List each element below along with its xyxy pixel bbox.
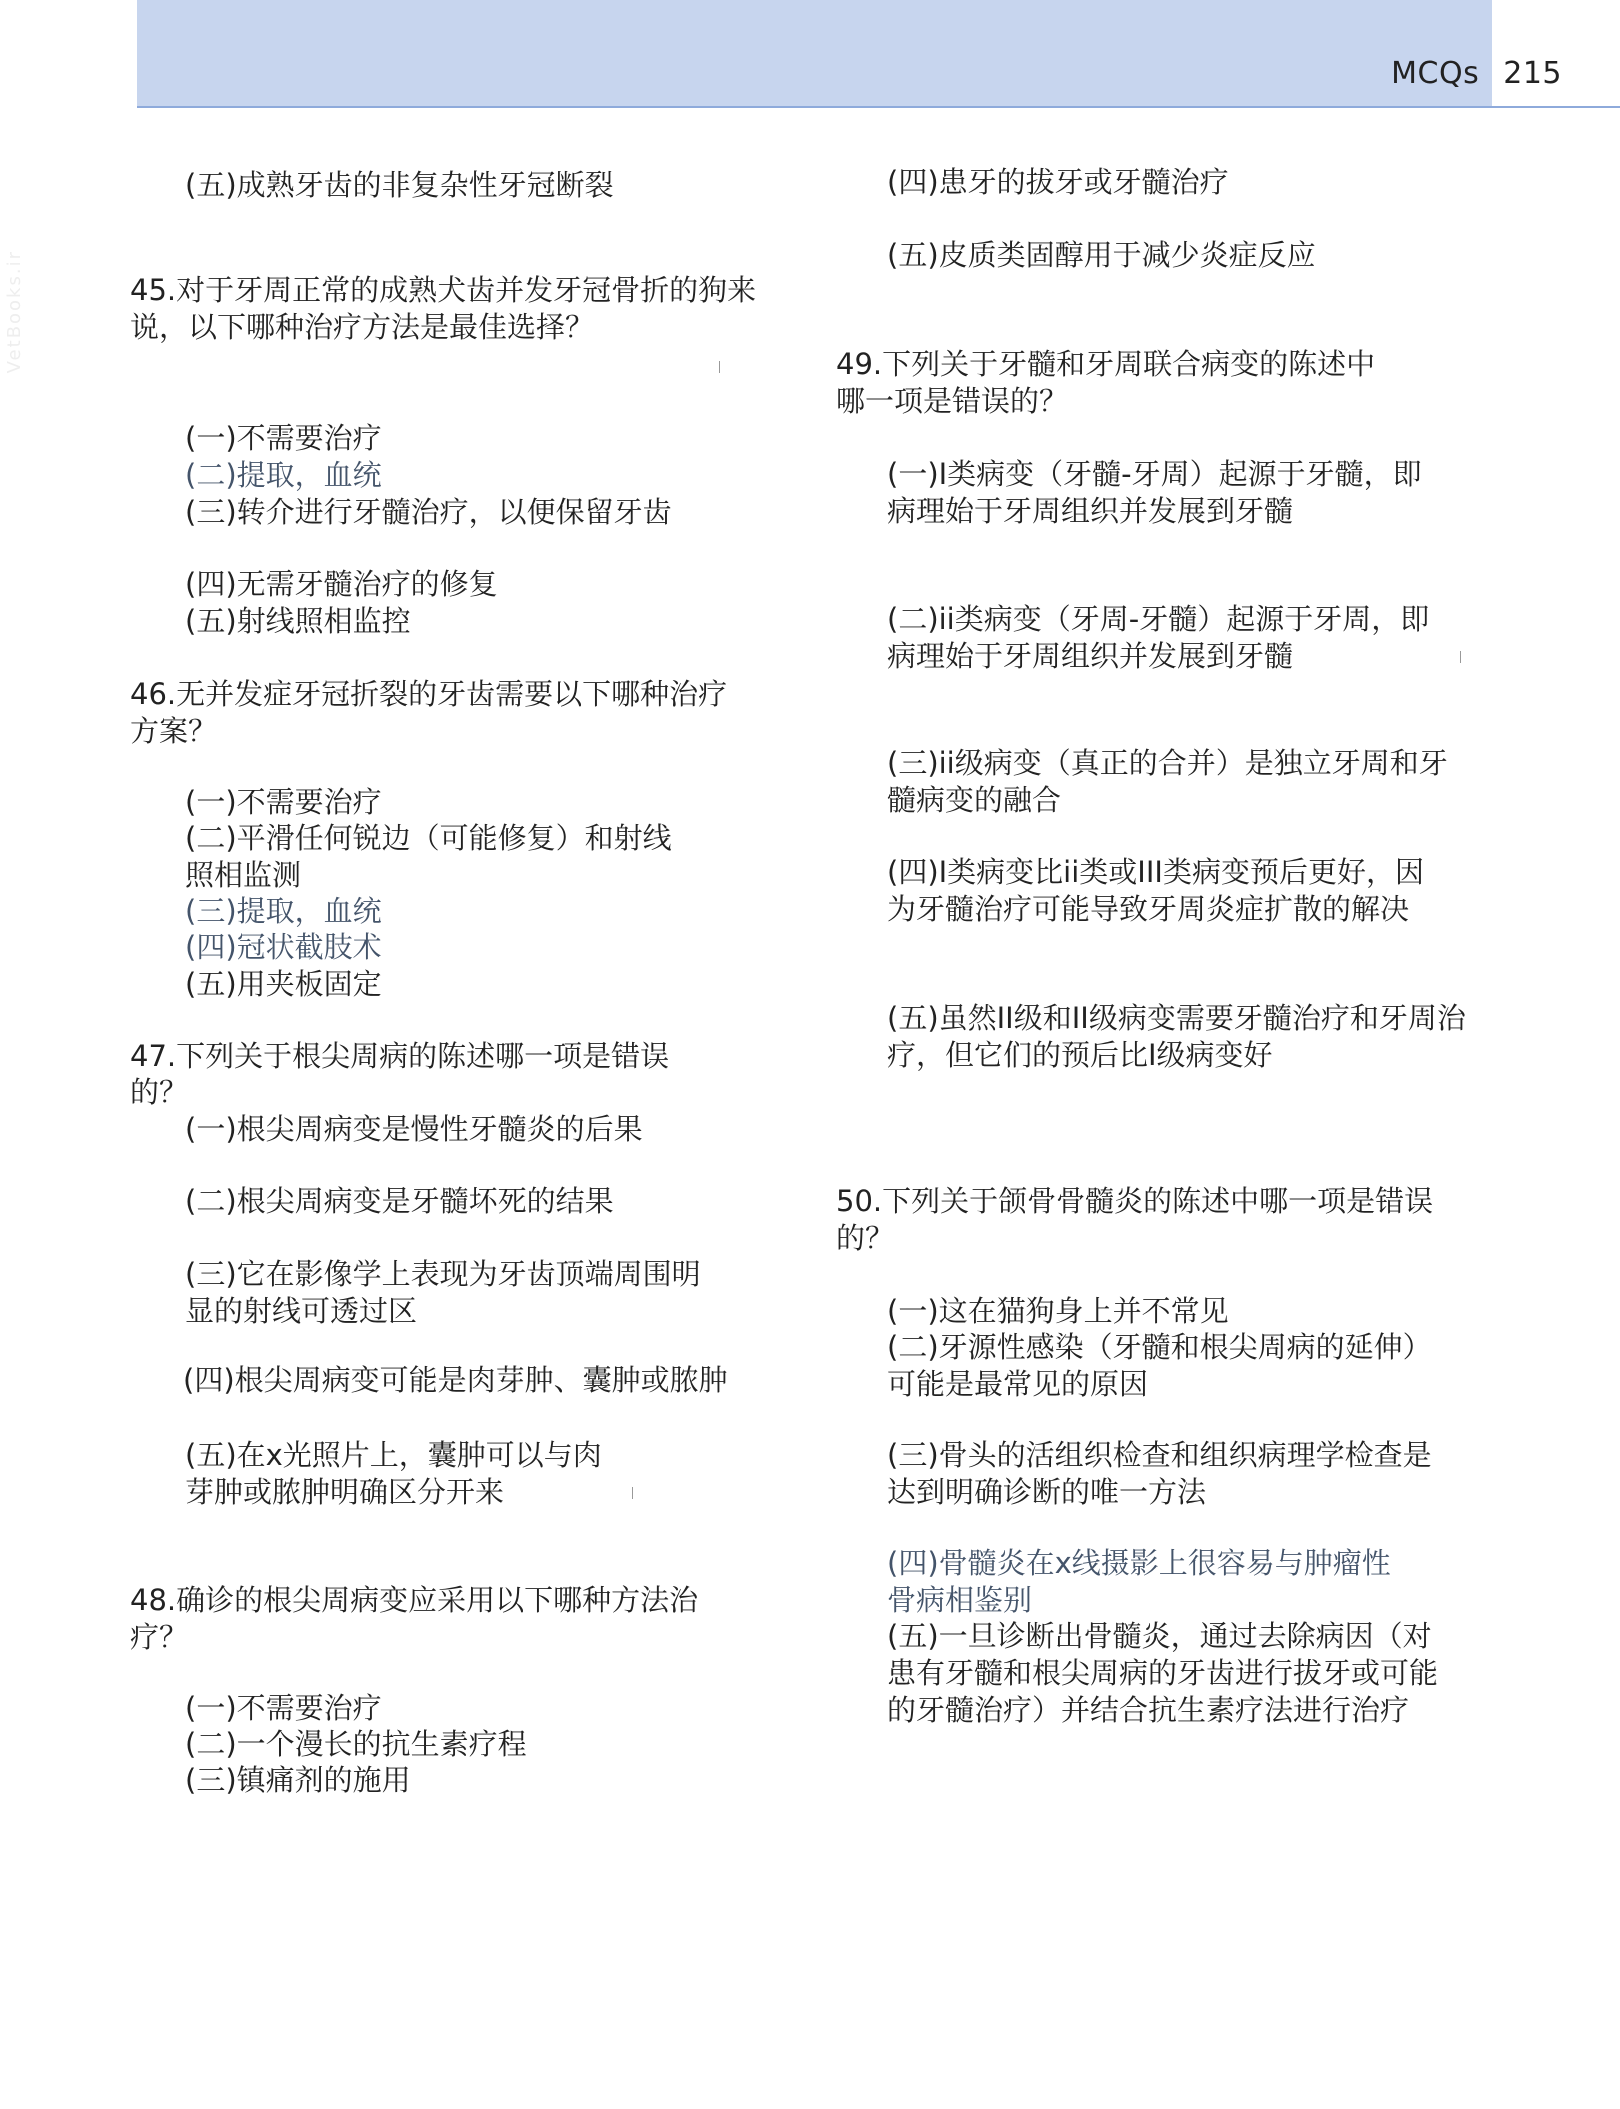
question-48-option-1: (一)不需要治疗 — [185, 1691, 382, 1725]
stray-mark — [1460, 651, 1461, 663]
question-50-option-3: (三)骨头的活组织检查和组织病理学检查是 — [887, 1438, 1432, 1472]
question-47-option-1: (一)根尖周病变是慢性牙髓炎的后果 — [185, 1112, 643, 1146]
question-50-option-4-cont: 骨病相鉴别 — [887, 1583, 1033, 1617]
question-45-option-2: (二)提取，血统 — [185, 458, 382, 492]
stray-mark — [719, 361, 720, 373]
question-47-option-4: (四)根尖周病变可能是肉芽肿、囊肿或脓肿 — [183, 1363, 728, 1397]
question-46-option-5: (五)用夹板固定 — [185, 967, 382, 1001]
question-49-option-1: (一)I类病变（牙髓-牙周）起源于牙髓，即 — [887, 457, 1422, 491]
question-50-option-4: (四)骨髓炎在x线摄影上很容易与肿瘤性 — [887, 1546, 1391, 1580]
question-47-option-2: (二)根尖周病变是牙髓坏死的结果 — [185, 1184, 614, 1218]
question-49-option-5: (五)虽然II级和II级病变需要牙髓治疗和牙周治 — [887, 1001, 1466, 1035]
question-45-option-5: (五)射线照相监控 — [185, 604, 411, 638]
running-title: MCQs — [1391, 56, 1480, 91]
question-45-option-1: (一)不需要治疗 — [185, 421, 382, 455]
header-band — [137, 0, 1492, 108]
question-49-option-2-cont: 病理始于牙周组织并发展到牙髓 — [887, 639, 1294, 673]
question-49-option-2: (二)ii类病变（牙周-牙髓）起源于牙周，即 — [887, 602, 1430, 636]
question-50-option-5-cont1: 患有牙髓和根尖周病的牙齿进行拔牙或可能 — [887, 1656, 1439, 1690]
page-number: 215 — [1503, 56, 1562, 91]
stray-mark — [632, 1487, 633, 1499]
question-47-stem-line2: 的？ — [130, 1075, 189, 1109]
question-48-stem-line1: 48.确诊的根尖周病变应采用以下哪种方法治 — [130, 1583, 699, 1617]
question-50-option-5: (五)一旦诊断出骨髓炎，通过去除病因（对 — [887, 1619, 1432, 1653]
question-49-option-3-cont: 髓病变的融合 — [887, 783, 1062, 817]
question-45-option-3: (三)转介进行牙髓治疗，以便保留牙齿 — [185, 495, 672, 529]
question-46-option-4: (四)冠状截肢术 — [185, 930, 382, 964]
question-47-option-3-cont: 显的射线可透过区 — [185, 1294, 418, 1328]
question-50-option-1: (一)这在猫狗身上并不常见 — [887, 1294, 1229, 1328]
question-49-stem-line2: 哪一项是错误的？ — [836, 384, 1069, 418]
question-47-stem-line1: 47.下列关于根尖周病的陈述哪一项是错误 — [130, 1039, 670, 1073]
question-48-option-3: (三)镇痛剂的施用 — [185, 1763, 411, 1797]
question-49-option-5-cont: 疗，但它们的预后比I级病变好 — [887, 1038, 1273, 1072]
question-47-option-5: (五)在x光照片上，囊肿可以与肉 — [185, 1438, 602, 1472]
question-49-option-4: (四)I类病变比ii类或III类病变预后更好，因 — [887, 855, 1424, 889]
question-46-option-2: (二)平滑任何锐边（可能修复）和射线 — [185, 821, 672, 855]
question-50-option-3-cont: 达到明确诊断的唯一方法 — [887, 1475, 1207, 1509]
question-48-stem-line2: 疗？ — [130, 1620, 189, 1654]
carry-over-option: (五)成熟牙齿的非复杂性牙冠断裂 — [185, 168, 614, 202]
question-49-stem-line1: 49.下列关于牙髓和牙周联合病变的陈述中 — [836, 347, 1376, 381]
question-45-option-4: (四)无需牙髓治疗的修复 — [185, 567, 498, 601]
header-rule — [1492, 106, 1620, 108]
question-46-option-1: (一)不需要治疗 — [185, 785, 382, 819]
question-47-option-5-cont: 芽肿或脓肿明确区分开来 — [185, 1475, 505, 1509]
question-48-option-5: (五)皮质类固醇用于减少炎症反应 — [887, 238, 1316, 272]
watermark: VetBooks.ir — [4, 250, 25, 374]
question-50-option-2: (二)牙源性感染（牙髓和根尖周病的延伸） — [887, 1330, 1432, 1364]
running-head — [1391, 56, 1562, 91]
question-49-option-3: (三)ii级病变（真正的合并）是独立牙周和牙 — [887, 746, 1448, 780]
question-50-stem-line2: 的？ — [836, 1221, 895, 1255]
question-46-stem-line2: 方案？ — [130, 714, 218, 748]
question-48-option-2: (二)一个漫长的抗生素疗程 — [185, 1727, 527, 1761]
question-47-option-3: (三)它在影像学上表现为牙齿顶端周围明 — [185, 1257, 701, 1291]
question-45-stem-line1: 45.对于牙周正常的成熟犬齿并发牙冠骨折的狗来 — [130, 273, 757, 307]
question-46-option-2-cont: 照相监测 — [185, 858, 302, 892]
question-50-stem-line1: 50.下列关于颌骨骨髓炎的陈述中哪一项是错误 — [836, 1184, 1434, 1218]
question-50-option-5-cont2: 的牙髓治疗）并结合抗生素疗法进行治疗 — [887, 1693, 1410, 1727]
question-45-stem-line2: 说，以下哪种治疗方法是最佳选择？ — [130, 310, 595, 344]
question-49-option-4-cont: 为牙髓治疗可能导致牙周炎症扩散的解决 — [887, 892, 1410, 926]
question-49-option-1-cont: 病理始于牙周组织并发展到牙髓 — [887, 494, 1294, 528]
question-46-option-3: (三)提取，血统 — [185, 894, 382, 928]
question-48-option-4: (四)患牙的拔牙或牙髓治疗 — [887, 165, 1229, 199]
question-46-stem-line1: 46.无并发症牙冠折裂的牙齿需要以下哪种治疗 — [130, 677, 728, 711]
question-50-option-2-cont: 可能是最常见的原因 — [887, 1367, 1149, 1401]
